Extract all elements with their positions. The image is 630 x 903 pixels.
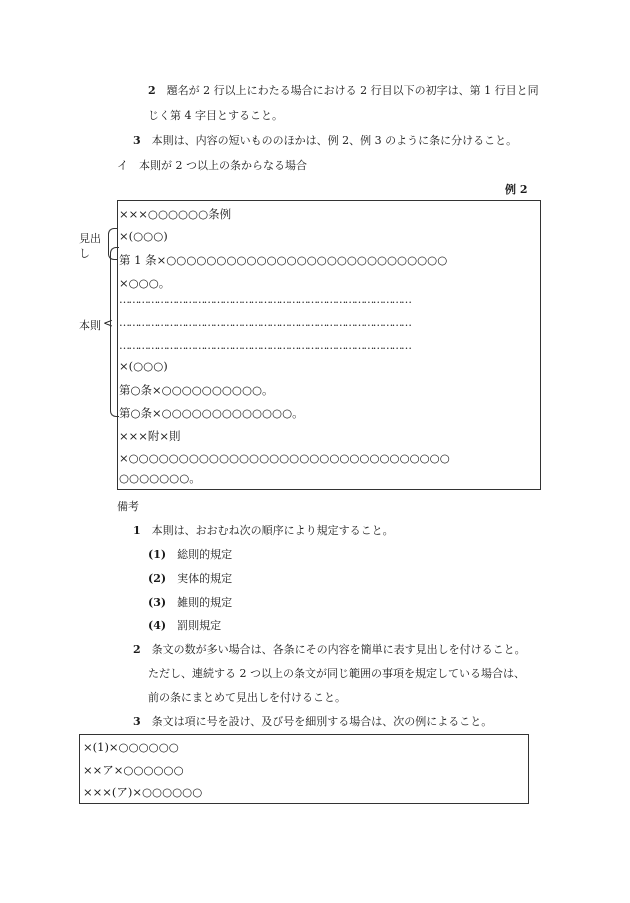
item-number: 2 bbox=[148, 84, 156, 97]
biko-item-1 bbox=[133, 522, 394, 538]
example2-line: ………………………………………………………………………………… bbox=[119, 293, 411, 306]
midashi-label-line1: 見出 bbox=[79, 232, 101, 245]
item-text: 本則は、おおむね次の順序により規定すること。 bbox=[151, 524, 394, 537]
intro-item-2-cont bbox=[148, 107, 283, 123]
biko-item-2-cont bbox=[148, 689, 346, 705]
biko-subitem bbox=[148, 546, 232, 562]
example2-line: ×(○○○) bbox=[119, 229, 168, 243]
example2-line: ○○○○○○○。 bbox=[119, 471, 201, 485]
example2-line: ×○○○○○○○○○○○○○○○○○○○○○○○○○○○○○○○○ bbox=[119, 451, 450, 465]
item-text: 罰則規定 bbox=[177, 619, 222, 632]
example3-line: ××ア×○○○○○○ bbox=[83, 763, 184, 777]
honsoku-label: 本則 bbox=[79, 319, 101, 332]
item-text: 総則的規定 bbox=[177, 548, 233, 561]
example2-line: ………………………………………………………………………………… bbox=[119, 339, 411, 352]
item-text: 雑則的規定 bbox=[177, 596, 233, 609]
item-text: ただし、連続する 2 つ以上の条文が同じ範囲の事項を規定している場合は、 bbox=[148, 667, 525, 680]
example2-line: 第○条×○○○○○○○○○○○○○。 bbox=[119, 406, 304, 420]
example2-line: 第○条×○○○○○○○○○○。 bbox=[119, 383, 274, 397]
example-label: 例 2 bbox=[505, 183, 528, 196]
biko-subitem bbox=[148, 570, 232, 586]
midashi-label-line2: し bbox=[79, 247, 90, 260]
item-number: (2) bbox=[148, 572, 167, 585]
item-number: (3) bbox=[148, 596, 167, 609]
example2-line: ×××○○○○○○条例 bbox=[119, 207, 232, 221]
item-text: 題名が 2 行以上にわたる場合における 2 行目以下の初字は、第 1 行目と同 bbox=[166, 84, 539, 97]
item-number: 1 bbox=[133, 524, 141, 537]
biko-subitem bbox=[148, 617, 221, 633]
example2-line: 第 1 条×○○○○○○○○○○○○○○○○○○○○○○○○○○○○ bbox=[119, 253, 448, 267]
item-number: 3 bbox=[133, 715, 141, 728]
example3-line: ×××(ア)×○○○○○○ bbox=[83, 785, 203, 799]
item-number: 2 bbox=[133, 643, 141, 656]
section-title: イ 本則が 2 つ以上の条からなる場合 bbox=[117, 159, 307, 172]
example2-line: ………………………………………………………………………………… bbox=[119, 316, 411, 329]
example2-line: ×○○○。 bbox=[119, 276, 171, 290]
item-text: 実体的規定 bbox=[177, 572, 233, 585]
intro-item-3 bbox=[133, 132, 517, 148]
item-text: 本則は、内容の短いもののほかは、例 2、例 3 のように条に分けること。 bbox=[151, 134, 518, 147]
biko-item-2 bbox=[133, 641, 526, 657]
item-text: 前の条にまとめて見出しを付けること。 bbox=[148, 691, 346, 704]
item-number: (1) bbox=[148, 548, 167, 561]
biko-item-3 bbox=[133, 713, 492, 729]
biko-item-2-cont bbox=[148, 665, 525, 681]
item-number: 3 bbox=[133, 134, 141, 147]
item-text: 条文は項に号を設け、及び号を細別する場合は、次の例によること。 bbox=[151, 715, 493, 728]
intro-item-2 bbox=[148, 82, 539, 98]
item-text: じく第 4 字目とすること。 bbox=[148, 109, 283, 122]
item-number: (4) bbox=[148, 619, 167, 632]
example3-line: ×(1)×○○○○○○ bbox=[83, 740, 179, 754]
honsoku-brace: < bbox=[103, 316, 114, 330]
biko-title: 備考 bbox=[117, 500, 139, 513]
biko-subitem bbox=[148, 594, 232, 610]
example2-line: ×(○○○) bbox=[119, 359, 168, 373]
item-text: 条文の数が多い場合は、各条にその内容を簡単に表す見出しを付けること。 bbox=[151, 643, 526, 656]
example2-line: ×××附×則 bbox=[119, 429, 181, 443]
